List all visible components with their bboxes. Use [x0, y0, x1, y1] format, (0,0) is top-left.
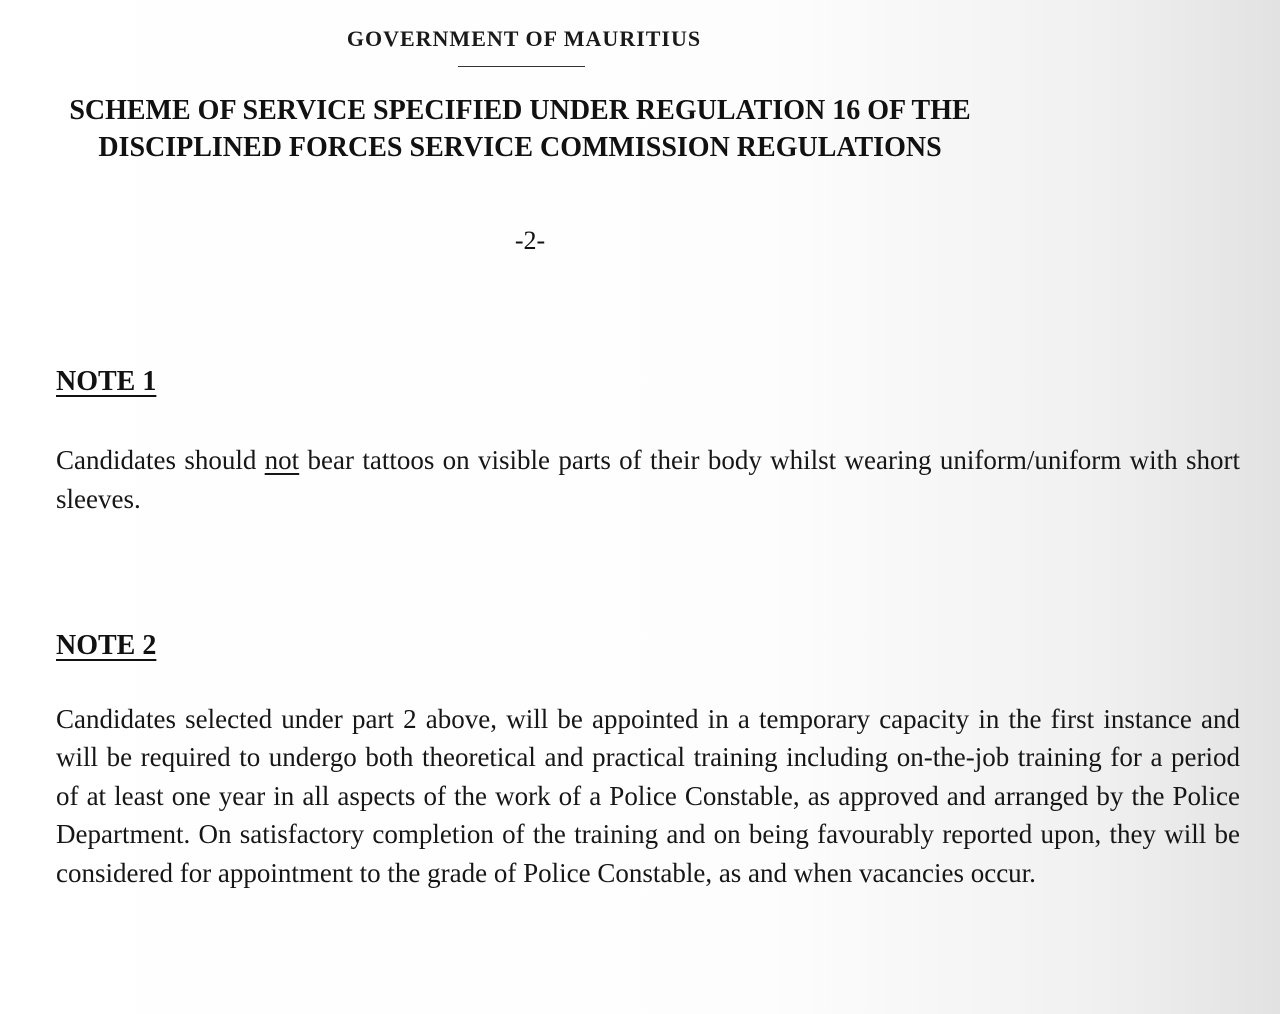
note-1-emphasis: not	[264, 445, 300, 475]
title-line-2: DISCIPLINED FORCES SERVICE COMMISSION REGULATIONS	[98, 132, 942, 163]
note-1-text-after: bear tattoos on visible parts of their body whilst wearing uniform/uniform with short sleeves.	[56, 445, 1240, 514]
page-number: -2-	[514, 226, 546, 255]
note-1-heading: NOTE 1	[56, 366, 157, 397]
note-2-heading: NOTE 2	[56, 630, 157, 661]
note-2-body: Candidates selected under part 2 above, will be appointed in a temporary capacity in the first instance and will be required to undergo both theoretical and practical training including on-the-job training for a period of at least one year in all aspects of the work of a Police Constable, as approved and arranged by the Police Department. On satisfactory completion of the training and on being favourably reported upon, they will be considered for appointment to the grade of Police Constable, as and when vacancies occur.	[56, 704, 1240, 888]
note-1-body	[56, 441, 1240, 519]
government-header: GOVERNMENT OF MAURITIUS	[346, 26, 702, 51]
title-line-1: SCHEME OF SERVICE SPECIFIED UNDER REGULATION 16 OF THE	[69, 95, 971, 126]
document-title	[0, 92, 1040, 166]
header-divider	[458, 66, 585, 67]
note-1-text-before: Candidates should	[56, 445, 265, 475]
